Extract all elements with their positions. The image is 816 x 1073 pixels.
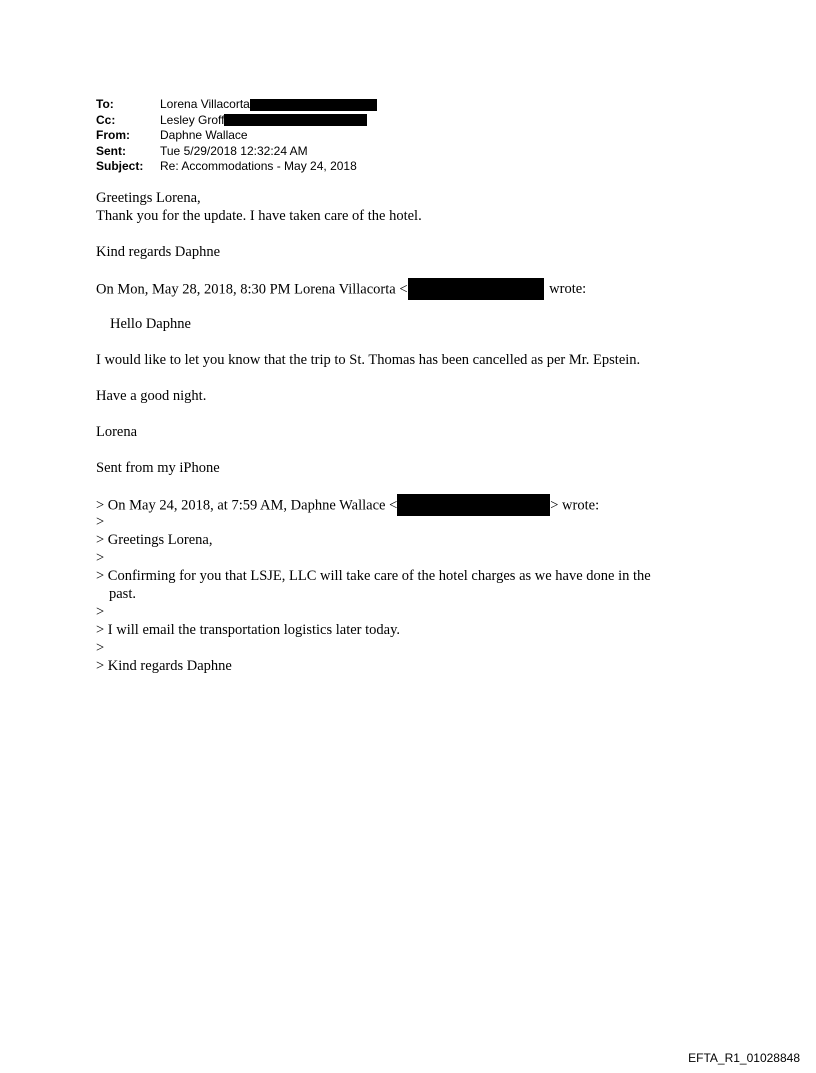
sent-value: Tue 5/29/2018 12:32:24 AM xyxy=(160,143,308,158)
to-value: Lorena Villacorta xyxy=(160,97,250,111)
signoff: Kind regards Daphne xyxy=(96,244,221,260)
cc-label: Cc: xyxy=(96,112,116,127)
cc-row xyxy=(96,113,377,129)
name-line: Lorena xyxy=(96,424,138,440)
sent-row xyxy=(96,144,377,160)
quote-marker: > xyxy=(96,640,105,656)
redaction-box xyxy=(250,99,377,111)
quote-intro: On Mon, May 28, 2018, 8:30 PM Lorena Villacorta < wrote: xyxy=(96,279,736,297)
quoted-confirm-continued: past. xyxy=(109,586,136,602)
quoted-confirm: > Confirming for you that LSJE, LLC will take care of the hotel charges as we have done in the xyxy=(96,568,651,584)
quoted-email-line: > I will email the transportation logistics later today. xyxy=(96,622,401,638)
email-body xyxy=(96,189,736,675)
from-value: Daphne Wallace xyxy=(160,128,248,142)
to-label: To: xyxy=(96,97,114,111)
quoted-intro: > On May 24, 2018, at 7:59 AM, Daphne Wallace < > wrote: xyxy=(96,495,736,513)
subject-label: Subject: xyxy=(96,159,144,173)
quote-marker: > xyxy=(96,514,105,530)
email-header xyxy=(96,97,377,175)
cancel-line: I would like to let you know that the trip to St. Thomas has been cancelled as per Mr. Epstein. xyxy=(96,352,641,368)
bates-number: EFTA_R1_01028848 xyxy=(688,1051,800,1065)
sent-from-line: Sent from my iPhone xyxy=(96,460,220,476)
quoted-greeting: > Greetings Lorena, xyxy=(96,532,213,548)
subject-value: Re: Accommodations - May 24, 2018 xyxy=(160,159,357,173)
subject-row xyxy=(96,159,377,175)
quote-marker: > xyxy=(96,604,105,620)
hello-line: Hello Daphne xyxy=(110,316,191,332)
greeting: Greetings Lorena, xyxy=(96,190,201,206)
redaction-box xyxy=(397,494,550,516)
redaction-box xyxy=(408,278,544,300)
quoted-signoff: > Kind regards Daphne xyxy=(96,658,232,674)
sent-label: Sent: xyxy=(96,143,126,158)
from-row xyxy=(96,128,377,144)
quote-marker: > xyxy=(96,550,105,566)
body-line: Thank you for the update. I have taken care of the hotel. xyxy=(96,208,422,224)
cc-value: Lesley Groff xyxy=(160,112,225,127)
redaction-box xyxy=(224,114,367,126)
to-row xyxy=(96,97,377,113)
from-label: From: xyxy=(96,128,130,142)
good-night-line: Have a good night. xyxy=(96,388,207,404)
